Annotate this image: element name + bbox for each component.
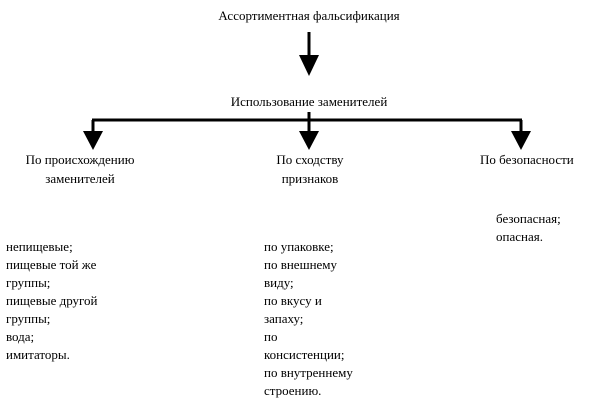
branch-2-arrow-head — [299, 131, 319, 150]
list-item: безопасная; — [496, 211, 561, 226]
list-item: имитаторы. — [6, 347, 70, 362]
list-item: опасная. — [496, 229, 543, 244]
root-arrow-head — [299, 55, 319, 76]
branch-1-items — [6, 238, 98, 364]
list-item: по внутреннему — [264, 365, 353, 380]
branch-3-title — [480, 150, 574, 169]
list-item: виду; — [264, 275, 294, 290]
level2-node: Использование заменителей — [230, 94, 388, 109]
list-item: по упаковке; — [264, 239, 334, 254]
list-item: строению. — [264, 383, 322, 398]
branch-2-title — [230, 150, 390, 188]
branch-3-title-line1: По безопасности — [480, 152, 574, 167]
list-item: непищевые; — [6, 239, 73, 254]
branch-2-title-line2: признаков — [281, 171, 339, 186]
branch-1-title — [0, 150, 160, 188]
branch-3-arrow-head — [511, 131, 531, 150]
root-node: Ассортиментная фальсификация — [218, 8, 400, 23]
list-item: пищевые другой — [6, 293, 98, 308]
branch-1-arrow-head — [83, 131, 103, 150]
branch-2-items — [264, 238, 353, 400]
list-item: группы; — [6, 275, 51, 290]
branch-3-items — [496, 210, 561, 246]
branch-1-title-line1: По происхождению — [25, 152, 135, 167]
list-item: по вкусу и — [264, 293, 322, 308]
list-item: консистенции; — [264, 347, 345, 362]
branch-1-title-line2: заменителей — [45, 171, 115, 186]
list-item: по внешнему — [264, 257, 338, 272]
branch-2-title-line1: По сходству — [276, 152, 344, 167]
list-item: по — [264, 329, 278, 344]
list-item: вода; — [6, 329, 35, 344]
list-item: запаху; — [264, 311, 304, 326]
list-item: группы; — [6, 311, 51, 326]
list-item: пищевые той же — [6, 257, 97, 272]
